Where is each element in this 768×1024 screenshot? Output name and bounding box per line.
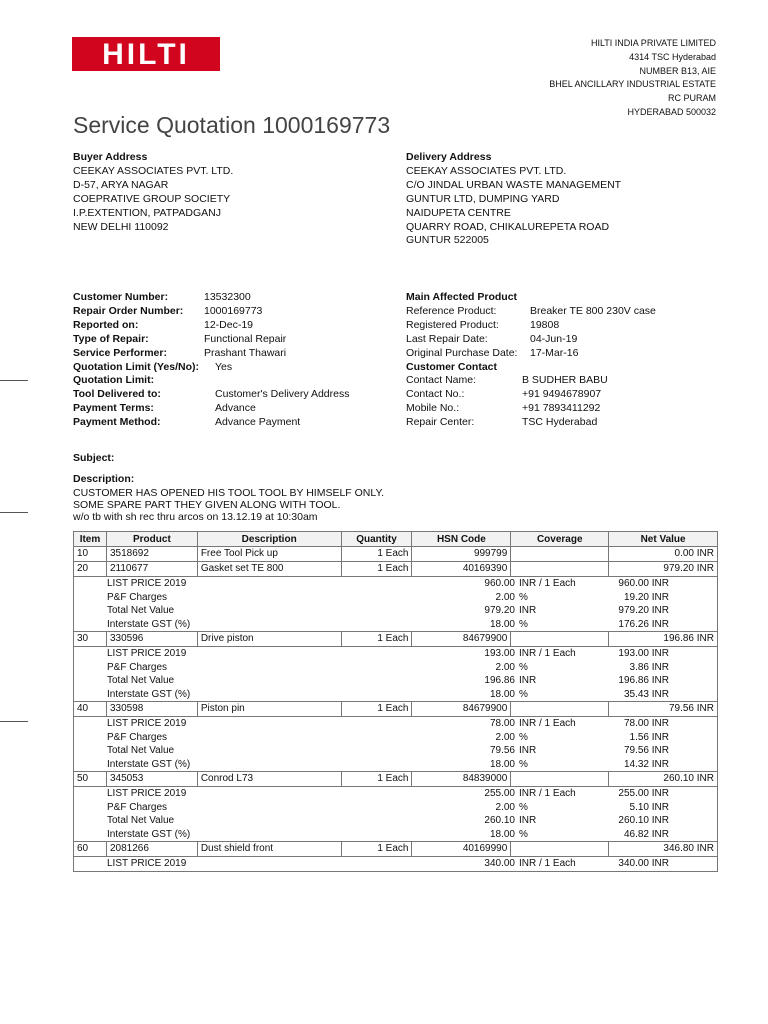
spacer: [342, 647, 439, 661]
table-row: [74, 702, 718, 717]
info-value: TSC Hyderabad: [522, 416, 598, 429]
coverage-cell: [511, 702, 609, 717]
info-label: Mobile No.:: [406, 402, 460, 415]
detail-amount: 255.00: [484, 788, 515, 799]
item-cell: 60: [74, 842, 107, 857]
spacer: [342, 801, 439, 815]
info-value: Yes: [215, 360, 233, 373]
price-detail-line: [74, 674, 717, 688]
info-label: Payment Terms:: [73, 402, 154, 415]
info-label: Payment Method:: [73, 416, 161, 429]
description-cell: Conrod L73: [197, 772, 341, 787]
detail-unit: INR: [519, 675, 537, 686]
product-cell: 330598: [106, 702, 197, 717]
info-row: [73, 319, 349, 333]
info-value: Advance Payment: [215, 416, 301, 429]
price-detail-line: [74, 787, 717, 801]
net-value-cell: 0.00 INR: [609, 547, 718, 562]
detail-unit: %: [519, 828, 528, 840]
detail-label: Interstate GST (%): [107, 828, 191, 840]
hsn-cell: 84679900: [412, 632, 511, 647]
info-value: +91 7893411292: [522, 402, 601, 415]
spacer: [74, 604, 107, 618]
product-cell: 330596: [106, 632, 197, 647]
price-detail-cell: [74, 577, 718, 632]
info-row: [406, 402, 656, 416]
info-label: Last Repair Date:: [406, 332, 488, 345]
detail-amount: 18.00: [489, 688, 515, 700]
delivery-address-line: NAIDUPETA CENTRE: [406, 206, 511, 219]
hsn-cell: 84839000: [412, 772, 511, 787]
detail-value: 960.00 INR: [618, 578, 669, 589]
info-label: Original Purchase Date:: [406, 346, 518, 359]
detail-amount: 2.00: [495, 801, 515, 813]
info-row: [406, 416, 656, 430]
contact-heading: Customer Contact: [406, 360, 498, 373]
info-label: Quotation Limit:: [73, 374, 155, 387]
info-row: [406, 347, 656, 361]
spacer: [342, 661, 439, 675]
detail-unit: %: [519, 661, 528, 673]
company-address: [549, 37, 716, 120]
company-line: HILTI INDIA PRIVATE LIMITED: [590, 38, 716, 48]
spacer: [74, 577, 107, 591]
description: [73, 473, 384, 523]
delivery-address-line: GUNTUR LTD, DUMPING YARD: [406, 192, 560, 205]
buyer-address: [73, 151, 233, 234]
quantity-cell: 1 Each: [341, 632, 412, 647]
detail-label: Total Net Value: [107, 605, 175, 616]
detail-value: 14.32 INR: [623, 758, 669, 770]
spacer: [342, 688, 439, 702]
detail-amount: 18.00: [489, 828, 515, 840]
detail-value: 1.56 INR: [629, 731, 669, 743]
description-cell: Drive piston: [197, 632, 341, 647]
description-cell: Dust shield front: [197, 842, 341, 857]
info-label: Type of Repair:: [73, 332, 149, 345]
delivery-heading: Delivery Address: [406, 151, 492, 163]
info-row: [73, 361, 349, 375]
spacer: [74, 661, 107, 675]
price-detail-line: [74, 688, 717, 702]
detail-value: 35.43 INR: [623, 688, 669, 700]
info-value: B SUDHER BABU: [522, 374, 608, 387]
detail-row: [74, 787, 718, 842]
item-cell: 40: [74, 702, 107, 717]
table-row: [74, 842, 718, 857]
detail-amount: 2.00: [495, 591, 515, 603]
table-row: [74, 772, 718, 787]
hsn-cell: 999799: [412, 547, 511, 562]
buyer-address-line: NEW DELHI 110092: [73, 220, 169, 233]
spacer: [74, 618, 107, 632]
detail-amount: 260.10: [484, 815, 515, 826]
info-row: [73, 347, 349, 361]
info-label: Repair Order Number:: [73, 304, 184, 317]
item-cell: 20: [74, 562, 107, 577]
description-cell: Piston pin: [197, 702, 341, 717]
detail-amount: 78.00: [489, 718, 515, 729]
detail-label: P&F Charges: [107, 591, 168, 603]
detail-unit: INR: [519, 605, 537, 616]
delivery-address-line: GUNTUR 522005: [406, 234, 489, 247]
spacer: [342, 814, 439, 828]
item-cell: 50: [74, 772, 107, 787]
quantity-cell: 1 Each: [341, 547, 412, 562]
product-cell: 2110677: [106, 562, 197, 577]
price-detail-line: [74, 577, 717, 591]
detail-value: 979.20 INR: [618, 605, 669, 616]
price-detail-line: [74, 828, 717, 842]
price-detail-line: [74, 731, 717, 745]
price-detail-line: [74, 647, 717, 661]
detail-value: 46.82 INR: [623, 828, 669, 840]
detail-row: [74, 717, 718, 772]
col-hsn: HSN Code: [412, 532, 511, 547]
detail-label: LIST PRICE 2019: [107, 578, 187, 589]
price-detail-line: [74, 717, 717, 731]
coverage-cell: [511, 562, 609, 577]
detail-value: 340.00 INR: [618, 858, 669, 869]
info-label: Customer Number:: [73, 291, 169, 303]
buyer-address-line: D-57, ARYA NAGAR: [73, 178, 169, 191]
detail-value: 3.86 INR: [629, 661, 669, 673]
detail-unit: %: [519, 688, 528, 700]
spacer: [74, 647, 107, 661]
spacer: [74, 787, 107, 801]
info-label: Tool Delivered to:: [73, 388, 161, 401]
spacer: [74, 828, 107, 842]
col-net-value: Net Value: [609, 532, 718, 547]
detail-label: Total Net Value: [107, 745, 175, 756]
spacer: [342, 758, 439, 772]
info-row: [73, 305, 349, 319]
info-row: [73, 416, 349, 430]
price-detail-cell: [74, 787, 718, 842]
spacer: [342, 744, 439, 758]
coverage-cell: [511, 772, 609, 787]
spacer: [74, 758, 107, 772]
info-label: Registered Product:: [406, 318, 499, 331]
table-row: [74, 632, 718, 647]
item-cell: 10: [74, 547, 107, 562]
detail-value: 260.10 INR: [618, 815, 669, 826]
price-detail-line: [74, 661, 717, 675]
detail-unit: INR: [519, 815, 537, 826]
detail-label: LIST PRICE 2019: [107, 718, 187, 729]
spacer: [74, 717, 107, 731]
detail-row: [74, 857, 718, 872]
spacer: [342, 618, 439, 632]
detail-amount: 18.00: [489, 618, 515, 630]
spacer: [74, 688, 107, 702]
detail-label: Interstate GST (%): [107, 688, 191, 700]
delivery-address-line: C/O JINDAL URBAN WASTE MANAGEMENT: [406, 178, 622, 191]
detail-label: LIST PRICE 2019: [107, 858, 187, 869]
margin-mark: [0, 380, 28, 381]
detail-row: [74, 577, 718, 632]
detail-unit: INR / 1 Each: [519, 858, 576, 869]
hilti-logo: [72, 37, 220, 71]
price-detail-line: [74, 857, 717, 871]
detail-unit: %: [519, 591, 528, 603]
info-row: [73, 374, 349, 388]
detail-value: 78.00 INR: [623, 718, 669, 729]
detail-amount: 193.00: [484, 648, 515, 659]
detail-label: P&F Charges: [107, 801, 168, 813]
detail-value: 196.86 INR: [618, 675, 669, 686]
quantity-cell: 1 Each: [341, 702, 412, 717]
spacer: [342, 731, 439, 745]
detail-amount: 79.56: [489, 745, 515, 756]
info-value: Functional Repair: [204, 332, 287, 345]
price-detail-line: [74, 744, 717, 758]
quantity-cell: 1 Each: [341, 772, 412, 787]
description-line: w/o tb with sh rec thru arcos on 13.12.19 at 10:30am: [73, 511, 318, 523]
info-label: Service Performer:: [73, 346, 167, 359]
spacer: [342, 787, 439, 801]
price-detail-cell: [74, 857, 718, 872]
info-row: [73, 333, 349, 347]
detail-label: Total Net Value: [107, 675, 175, 686]
detail-value: 255.00 INR: [618, 788, 669, 799]
product-info: [406, 291, 656, 430]
detail-label: P&F Charges: [107, 731, 168, 743]
net-value-cell: 196.86 INR: [609, 632, 718, 647]
spacer: [342, 857, 439, 871]
detail-label: Interstate GST (%): [107, 618, 191, 630]
spacer: [342, 604, 439, 618]
detail-unit: INR / 1 Each: [519, 578, 576, 589]
description-label: Description:: [73, 473, 135, 485]
detail-amount: 960.00: [484, 578, 515, 589]
info-value: 1000169773: [204, 304, 263, 317]
info-value: 12-Dec-19: [204, 318, 254, 331]
col-quantity: Quantity: [341, 532, 412, 547]
hsn-cell: 40169990: [412, 842, 511, 857]
detail-unit: %: [519, 801, 528, 813]
hsn-cell: 84679900: [412, 702, 511, 717]
detail-amount: 2.00: [495, 661, 515, 673]
detail-value: 176.26 INR: [618, 618, 669, 630]
info-label: Reference Product:: [406, 304, 497, 317]
info-row: [406, 333, 656, 347]
info-value: 17-Mar-16: [530, 346, 579, 359]
info-label: Quotation Limit (Yes/No):: [73, 360, 199, 373]
info-value: Prashant Thawari: [204, 346, 287, 359]
detail-label: P&F Charges: [107, 661, 168, 673]
col-description: Description: [197, 532, 341, 547]
info-value: 04-Jun-19: [530, 332, 578, 345]
net-value-cell: 79.56 INR: [609, 702, 718, 717]
product-heading: Main Affected Product: [406, 291, 518, 303]
spacer: [74, 591, 107, 605]
detail-unit: %: [519, 758, 528, 770]
product-cell: 345053: [106, 772, 197, 787]
detail-value: 5.10 INR: [629, 801, 669, 813]
price-detail-line: [74, 814, 717, 828]
price-detail-line: [74, 758, 717, 772]
table-row: [74, 547, 718, 562]
detail-label: Total Net Value: [107, 815, 175, 826]
detail-row: [74, 647, 718, 702]
info-row: [406, 374, 656, 388]
detail-unit: INR: [519, 745, 537, 756]
margin-mark: [0, 512, 28, 513]
info-row: [406, 319, 656, 333]
delivery-address-line: QUARRY ROAD, CHIKALUREPETA ROAD: [406, 220, 610, 233]
detail-value: 193.00 INR: [618, 648, 669, 659]
product-cell: 2081266: [106, 842, 197, 857]
info-value: Customer's Delivery Address: [215, 388, 350, 401]
spacer: [74, 731, 107, 745]
quantity-cell: 1 Each: [341, 562, 412, 577]
spacer: [342, 717, 439, 731]
spacer: [342, 828, 439, 842]
info-value: Breaker TE 800 230V case: [530, 304, 656, 317]
page-title: Service Quotation 1000169773: [73, 112, 391, 138]
info-value: 19808: [530, 318, 560, 331]
info-row: [73, 291, 349, 305]
detail-label: LIST PRICE 2019: [107, 648, 187, 659]
detail-amount: 196.86: [484, 675, 515, 686]
info-label: Contact No.:: [406, 388, 465, 401]
info-value: +91 9494678907: [522, 388, 602, 401]
description-line: SOME SPARE PART THEY GIVEN ALONG WITH TOOL.: [73, 499, 341, 511]
spacer: [74, 801, 107, 815]
detail-unit: %: [519, 618, 528, 630]
spacer: [342, 674, 439, 688]
company-line: NUMBER B13, AIE: [639, 65, 716, 76]
detail-amount: 18.00: [489, 758, 515, 770]
table-header-row: [74, 532, 718, 547]
company-line: RC PURAM: [667, 93, 716, 104]
spacer: [74, 857, 107, 871]
margin-mark: [0, 721, 28, 722]
info-row: [406, 305, 656, 319]
detail-label: LIST PRICE 2019: [107, 788, 187, 799]
description-cell: Free Tool Pick up: [197, 547, 341, 562]
detail-value: 19.20 INR: [623, 591, 669, 603]
detail-unit: %: [519, 731, 528, 743]
delivery-address: [406, 151, 621, 248]
info-value: Advance: [215, 402, 256, 415]
items-table: [73, 531, 718, 872]
table-row: [74, 562, 718, 577]
info-label: Contact Name:: [406, 374, 477, 387]
logo-text: HILTI: [102, 38, 190, 71]
info-row: [406, 388, 656, 402]
delivery-address-line: CEEKAY ASSOCIATES PVT. LTD.: [406, 164, 567, 177]
buyer-address-line: CEEKAY ASSOCIATES PVT. LTD.: [73, 164, 234, 177]
detail-unit: INR / 1 Each: [519, 788, 576, 799]
detail-value: 79.56 INR: [623, 745, 669, 756]
info-label: Reported on:: [73, 318, 139, 331]
coverage-cell: [511, 547, 609, 562]
description-line: CUSTOMER HAS OPENED HIS TOOL TOOL BY HIMSELF ONLY.: [73, 487, 385, 499]
price-detail-line: [74, 591, 717, 605]
net-value-cell: 260.10 INR: [609, 772, 718, 787]
col-product: Product: [106, 532, 197, 547]
info-row: [73, 388, 349, 402]
buyer-heading: Buyer Address: [73, 151, 148, 163]
buyer-address-line: I.P.EXTENTION, PATPADGANJ: [73, 206, 221, 219]
detail-label: Interstate GST (%): [107, 758, 191, 770]
item-cell: 30: [74, 632, 107, 647]
spacer: [74, 814, 107, 828]
spacer: [342, 591, 439, 605]
quantity-cell: 1 Each: [341, 842, 412, 857]
net-value-cell: 346.80 INR: [609, 842, 718, 857]
spacer: [74, 744, 107, 758]
detail-unit: INR / 1 Each: [519, 718, 576, 729]
subject-label: Subject:: [73, 452, 115, 464]
info-label: Repair Center:: [406, 416, 475, 429]
info-value: 13532300: [204, 291, 251, 303]
price-detail-line: [74, 604, 717, 618]
price-detail-line: [74, 801, 717, 815]
product-cell: 3518692: [106, 547, 197, 562]
detail-amount: 340.00: [484, 858, 515, 869]
col-coverage: Coverage: [511, 532, 609, 547]
detail-amount: 2.00: [495, 731, 515, 743]
description-cell: Gasket set TE 800: [197, 562, 341, 577]
info-row: [73, 402, 349, 416]
buyer-address-line: COEPRATIVE GROUP SOCIETY: [73, 192, 231, 205]
coverage-cell: [511, 842, 609, 857]
net-value-cell: 979.20 INR: [609, 562, 718, 577]
coverage-cell: [511, 632, 609, 647]
price-detail-cell: [74, 717, 718, 772]
spacer: [74, 674, 107, 688]
company-line: HYDERABAD 500032: [627, 106, 716, 117]
price-detail-line: [74, 618, 717, 632]
price-detail-cell: [74, 647, 718, 702]
order-info: [73, 291, 349, 430]
detail-amount: 979.20: [484, 605, 515, 616]
detail-unit: INR / 1 Each: [519, 648, 576, 659]
company-line: 4314 TSC Hyderabad: [629, 51, 716, 62]
spacer: [342, 577, 439, 591]
company-line: BHEL ANCILLARY INDUSTRIAL ESTATE: [549, 79, 716, 90]
hsn-cell: 40169390: [412, 562, 511, 577]
col-item: Item: [74, 532, 107, 547]
